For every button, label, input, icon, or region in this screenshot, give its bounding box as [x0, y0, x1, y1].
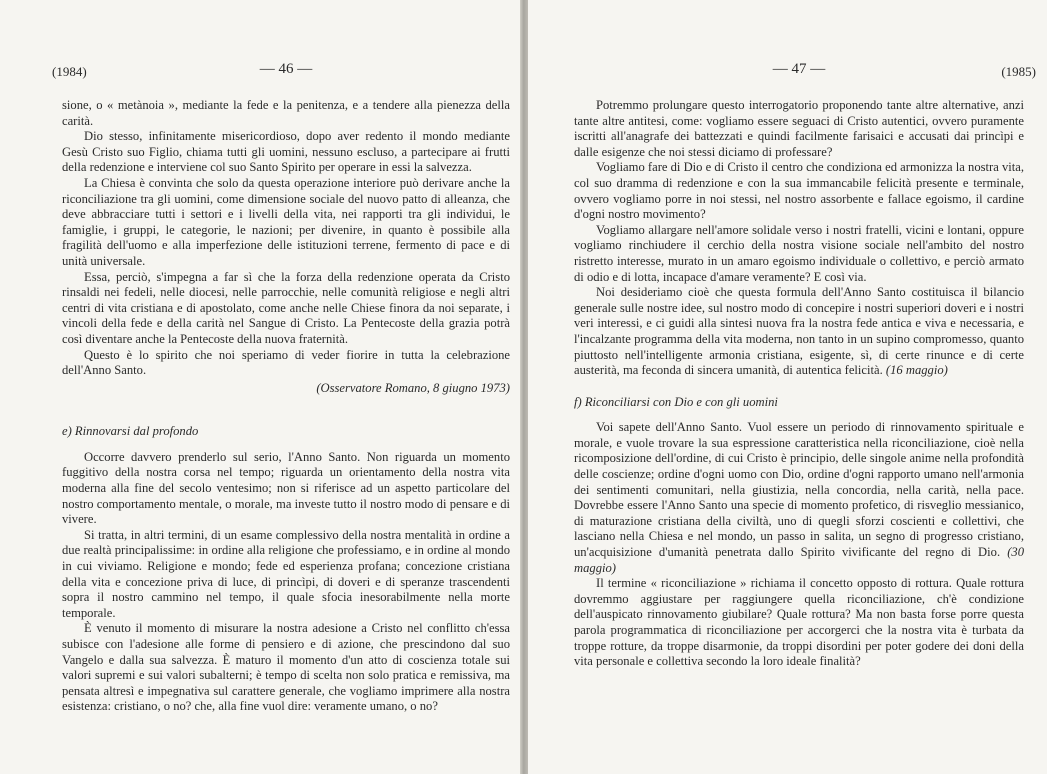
right-page — [528, 0, 1047, 774]
paragraph-date: (30 maggio) — [574, 545, 1024, 575]
paragraph: Si tratta, in altri termini, di un esame complessivo della nostra mentalità in ordine a due realtà principalissime: in ordine alla religione che professiamo, e in ordine al mondo in cui viviamo. Religione e mondo; fede ed esperienza profana; concezione cristiana della vita e concezione priva di luce, di princìpi, di doveri e di speranze trascendenti sopra il nostro cammino nel tempo, il quale sfocia inesorabilmente nella morte temporale. — [62, 527, 510, 620]
paragraph: Questo è lo spirito che noi speriamo di veder fiorire in tutta la celebrazione dell'Anno Santo. — [62, 347, 510, 378]
left-page-number: — 46 — — [259, 61, 313, 77]
paragraph: È venuto il momento di misurare la nostra adesione a Cristo nel conflitto ch'essa subisce con l'adesione alle forme di pensiero e di azione, che prescindono dal suo Vangelo e dalla sua salvezza. È maturo il momento d'un atto di coscienza totale sui valori supremi e sui valori subalterni; è tempo di scelta non solo pratica e remissiva, ma pensata altresì e impegnativa sul carattere generale, che vogliamo imprimere alla nostra esistenza: cristiano, o no? che, alla fine vuol dire: veramente umano, o no? — [62, 621, 510, 714]
paragraph — [574, 420, 1024, 576]
paragraph-text: Voi sapete dell'Anno Santo. Vuol essere un periodo di rinnovamento spirituale e morale, e vuole trovare la sua espressione caratteristica nella riconciliazione, cioè nella ricomposizione dell'ordine, di cui Cristo è principio, delle singole anime nella profondità delle coscienze; ordine d'ogni uomo con Dio, ordine d'ogni rapporto umano nell'armonia dei sentimenti comunitari, nella giustizia, nella concordia, nella carità, nella pace. Dovrebbe essere l'Anno Santo una specie di momento profetico, di risveglio messianico, di maturazione cristiana della civiltà, uno di quegli sforzi coscienti e collettivi, che lasciano nella Chiesa e nel mondo, un passo in salita, un segno di progresso cristiano, un'acquisizione d'umanità penetrata dallo Spirito vivificante del regno di Dio. — [574, 420, 1024, 560]
right-page-number: — 47 — — [772, 61, 826, 77]
section-heading: e) Rinnovarsi dal profondo — [62, 424, 199, 439]
paragraph-date: (16 maggio) — [885, 363, 948, 378]
left-page — [0, 0, 520, 774]
paragraph-text: Noi desideriamo cioè che questa formula dell'Anno Santo costituisca il bilancio generale sulle nostre idee, sul nostro modo di concepire i nostri superiori doveri e i nostri veri interessi, e ci guidi alla sintesi nuova fra la nostra fede antica e viva e necessaria, e l'incalzante programma della vita moderna, non tanto in un supino compromesso, quanto piuttosto nell'intelligente armonia cristiana, esigente, sì, di certe rinunce e di certe austerità, ma feconda di sincera umanità, di autentica felicità. — [574, 285, 1024, 378]
paragraph: Potremmo prolungare questo interrogatorio proponendo tante altre alternative, anzi tante altre antitesi, come: vogliamo essere seguaci di Cristo autentici, ovvero puramente iscritti all'anagrafe dei battezzati e quindi facilmente farisaici e accusati dai princìpi e dalle esigenze che noi stessi diciamo di professare? — [574, 98, 1024, 159]
paragraph: Essa, perciò, s'impegna a far sì che la forza della redenzione operata da Cristo rinsaldi nei fedeli, nelle diocesi, nelle parrocchie, nelle comunità religiose e negli altri centri di vita cristiana e di apostolato, come anche nelle Chiese finora da noi separate, i vincoli della fede e della carità nel Sangue di Cristo. La Pentecoste della grazia potrà così diventare anche la Pentecoste della nuova fraternità. — [62, 269, 510, 346]
left-year: (1984) — [52, 64, 87, 79]
paragraph — [574, 285, 1024, 379]
paragraph: Il termine « riconciliazione » richiama il concetto opposto di rottura. Quale rottura dovremmo aggiustare per raggiungere quella riconciliazione, ch'è condizione dell'auspicato rinnovamento giubilare? Quale rottura? Ma non basta forse porre questa parola programmatica di riconciliazione per accorgerci che la nostra vita è turbata da troppe rotture, da troppe disarmonie, da troppi disordini per poter godere dei doni della vita personale e collettiva secondo la loro ideale finalità? — [574, 576, 1024, 669]
paragraph: sione, o « metànoia », mediante la fede e la penitenza, e a tendere alla pienezza della carità. — [62, 98, 510, 128]
paragraph: Vogliamo fare di Dio e di Cristo il centro che condiziona ed armonizza la nostra vita, col suo dramma di redenzione e con la sua immancabile felicità presente e terminale, ovvero vogliamo porre in noi stessi, nel nostro assorbente e fallace egoismo, il cardine d'ogni nostro movimento? — [574, 160, 1024, 222]
left-running-header — [52, 61, 510, 84]
right-page-content — [574, 61, 1036, 670]
paragraph: La Chiesa è convinta che solo da questa operazione interiore può derivare anche la riconciliazione tra gli uomini, come dimensione sociale del nuovo patto di alleanza, che deve abbracciare tutti i settori e i livelli della vita, nei rapporti tra gli individui, le famiglie, i gruppi, le categorie, le nazioni; per divenire, in quanto è possibile alla fragilità dell'uomo e alla imperfezione delle istituzioni terrene, fermento di pace e di unità universale. — [62, 175, 510, 268]
paragraph: Vogliamo allargare nell'amore solidale verso i nostri fratelli, vicini e lontani, oppure vogliamo rinchiudere il cerchio della nostra visione sociale nell'ambito del nostro ristretto interesse, murato in un amaro egoismo individuale o collettivo, e perciò armato di odio e di lotta, incapace d'amare veramente? E così via. — [574, 222, 1024, 284]
book-gutter — [520, 0, 528, 774]
left-page-content — [52, 61, 510, 715]
citation: (Osservatore Romano, 8 giugno 1973) — [316, 380, 510, 395]
right-year: (1985) — [1001, 64, 1036, 79]
paragraph: Dio stesso, infinitamente misericordioso, dopo aver redento il mondo mediante Gesù Cristo suo Figlio, chiama tutti gli uomini, nessuno escluso, a partecipare ai frutti della redenzione e interviene col suo Santo Spirito per operare in essi la salvezza. — [62, 129, 510, 175]
right-running-header — [574, 61, 1036, 84]
section-heading: f) Riconciliarsi con Dio e con gli uomini — [574, 394, 778, 409]
paragraph: Occorre davvero prenderlo sul serio, l'Anno Santo. Non riguarda un momento fuggitivo della nostra corsa nel tempo; riguarda un orientamento della nostra vita moderna alla fine del secolo ventesimo; non si riferisce ad un aspetto particolare del nostro comportamento mentale, o morale, ma investe tutto il nostro modo di pensare e di vivere. — [62, 449, 510, 527]
